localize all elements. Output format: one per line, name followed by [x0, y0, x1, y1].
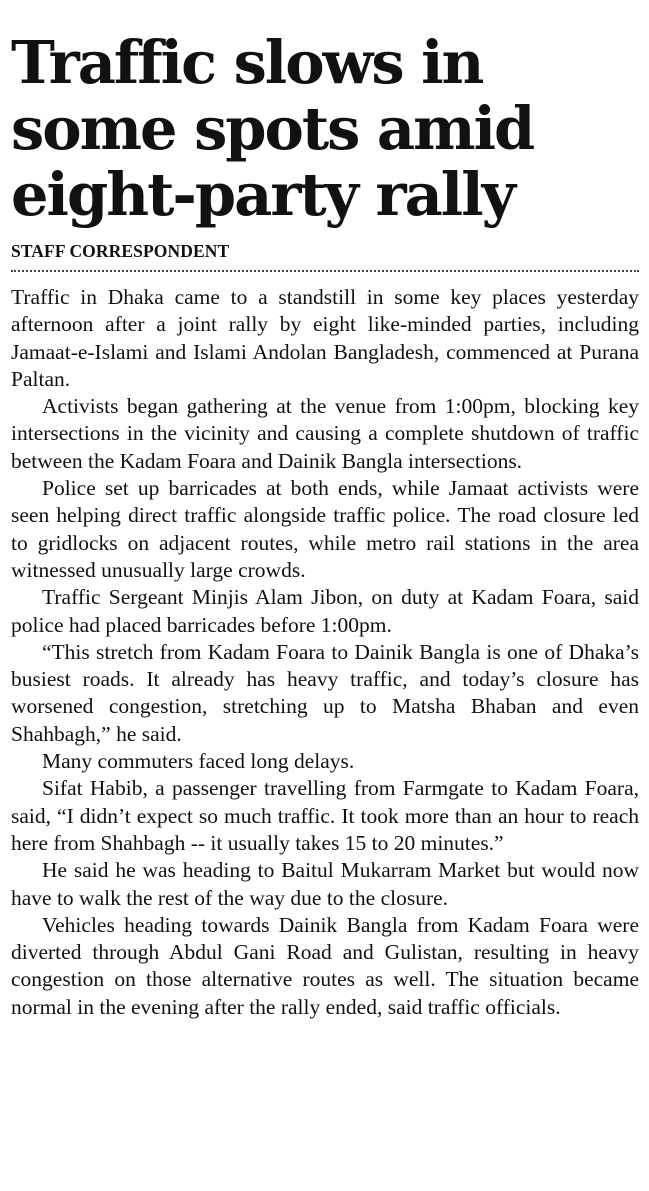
paragraph-8: He said he was heading to Baitul Mukarram Market but would now have to walk the rest of the way due to the closure.: [11, 858, 639, 910]
dotted-divider: [11, 270, 639, 272]
paragraph-1: Traffic in Dhaka came to a standstill in some key places yesterday afternoon after a joint rally by eight like-minded parties, including Jamaat-e-Islami and Islami Andolan Bangladesh, commenced at Purana Paltan.: [11, 285, 639, 391]
headline-line-1: Traffic slows in: [11, 28, 483, 97]
paragraph-3: Police set up barricades at both ends, while Jamaat activists were seen helping direct traffic alongside traffic police. The road closure led to gridlocks on adjacent routes, while metro rail stations in the area witnessed unusually large crowds.: [11, 476, 639, 582]
headline: [11, 0, 639, 228]
paragraph-5: “This stretch from Kadam Foara to Dainik Bangla is one of Dhaka’s busiest roads. It already has heavy traffic, and today’s closure has worsened congestion, stretching up to Matsha Bhaban and even Shahbagh,” he said.: [11, 639, 639, 746]
headline-line-2: some spots amid: [11, 94, 534, 163]
byline: STAFF CORRESPONDENT: [11, 241, 230, 261]
paragraph-2: Activists began gathering at the venue from 1:00pm, blocking key intersections in the vicinity and causing a complete shutdown of traffic between the Kadam Foara and Dainik Bangla intersections.: [11, 394, 639, 473]
headline-line-3: eight-party rally: [11, 160, 514, 229]
paragraph-4: Traffic Sergeant Minjis Alam Jibon, on duty at Kadam Foara, said police had placed barricades before 1:00pm.: [11, 585, 639, 637]
paragraph-6: Many commuters faced long delays.: [42, 749, 355, 774]
paragraph-9: Vehicles heading towards Dainik Bangla from Kadam Foara were diverted through Abdul Gani Road and Gulistan, resulting in heavy congestion on those alternative routes as well. The situation became normal in the evening after the rally ended, said traffic officials.: [11, 912, 639, 1019]
article-body: [11, 284, 639, 1021]
paragraph-7: Sifat Habib, a passenger travelling from Farmgate to Kadam Foara, said, “I didn’t expect so much traffic. It took more than an hour to reach here from Shahbagh -- it usually takes 15 to 20 minutes.”: [11, 776, 639, 855]
